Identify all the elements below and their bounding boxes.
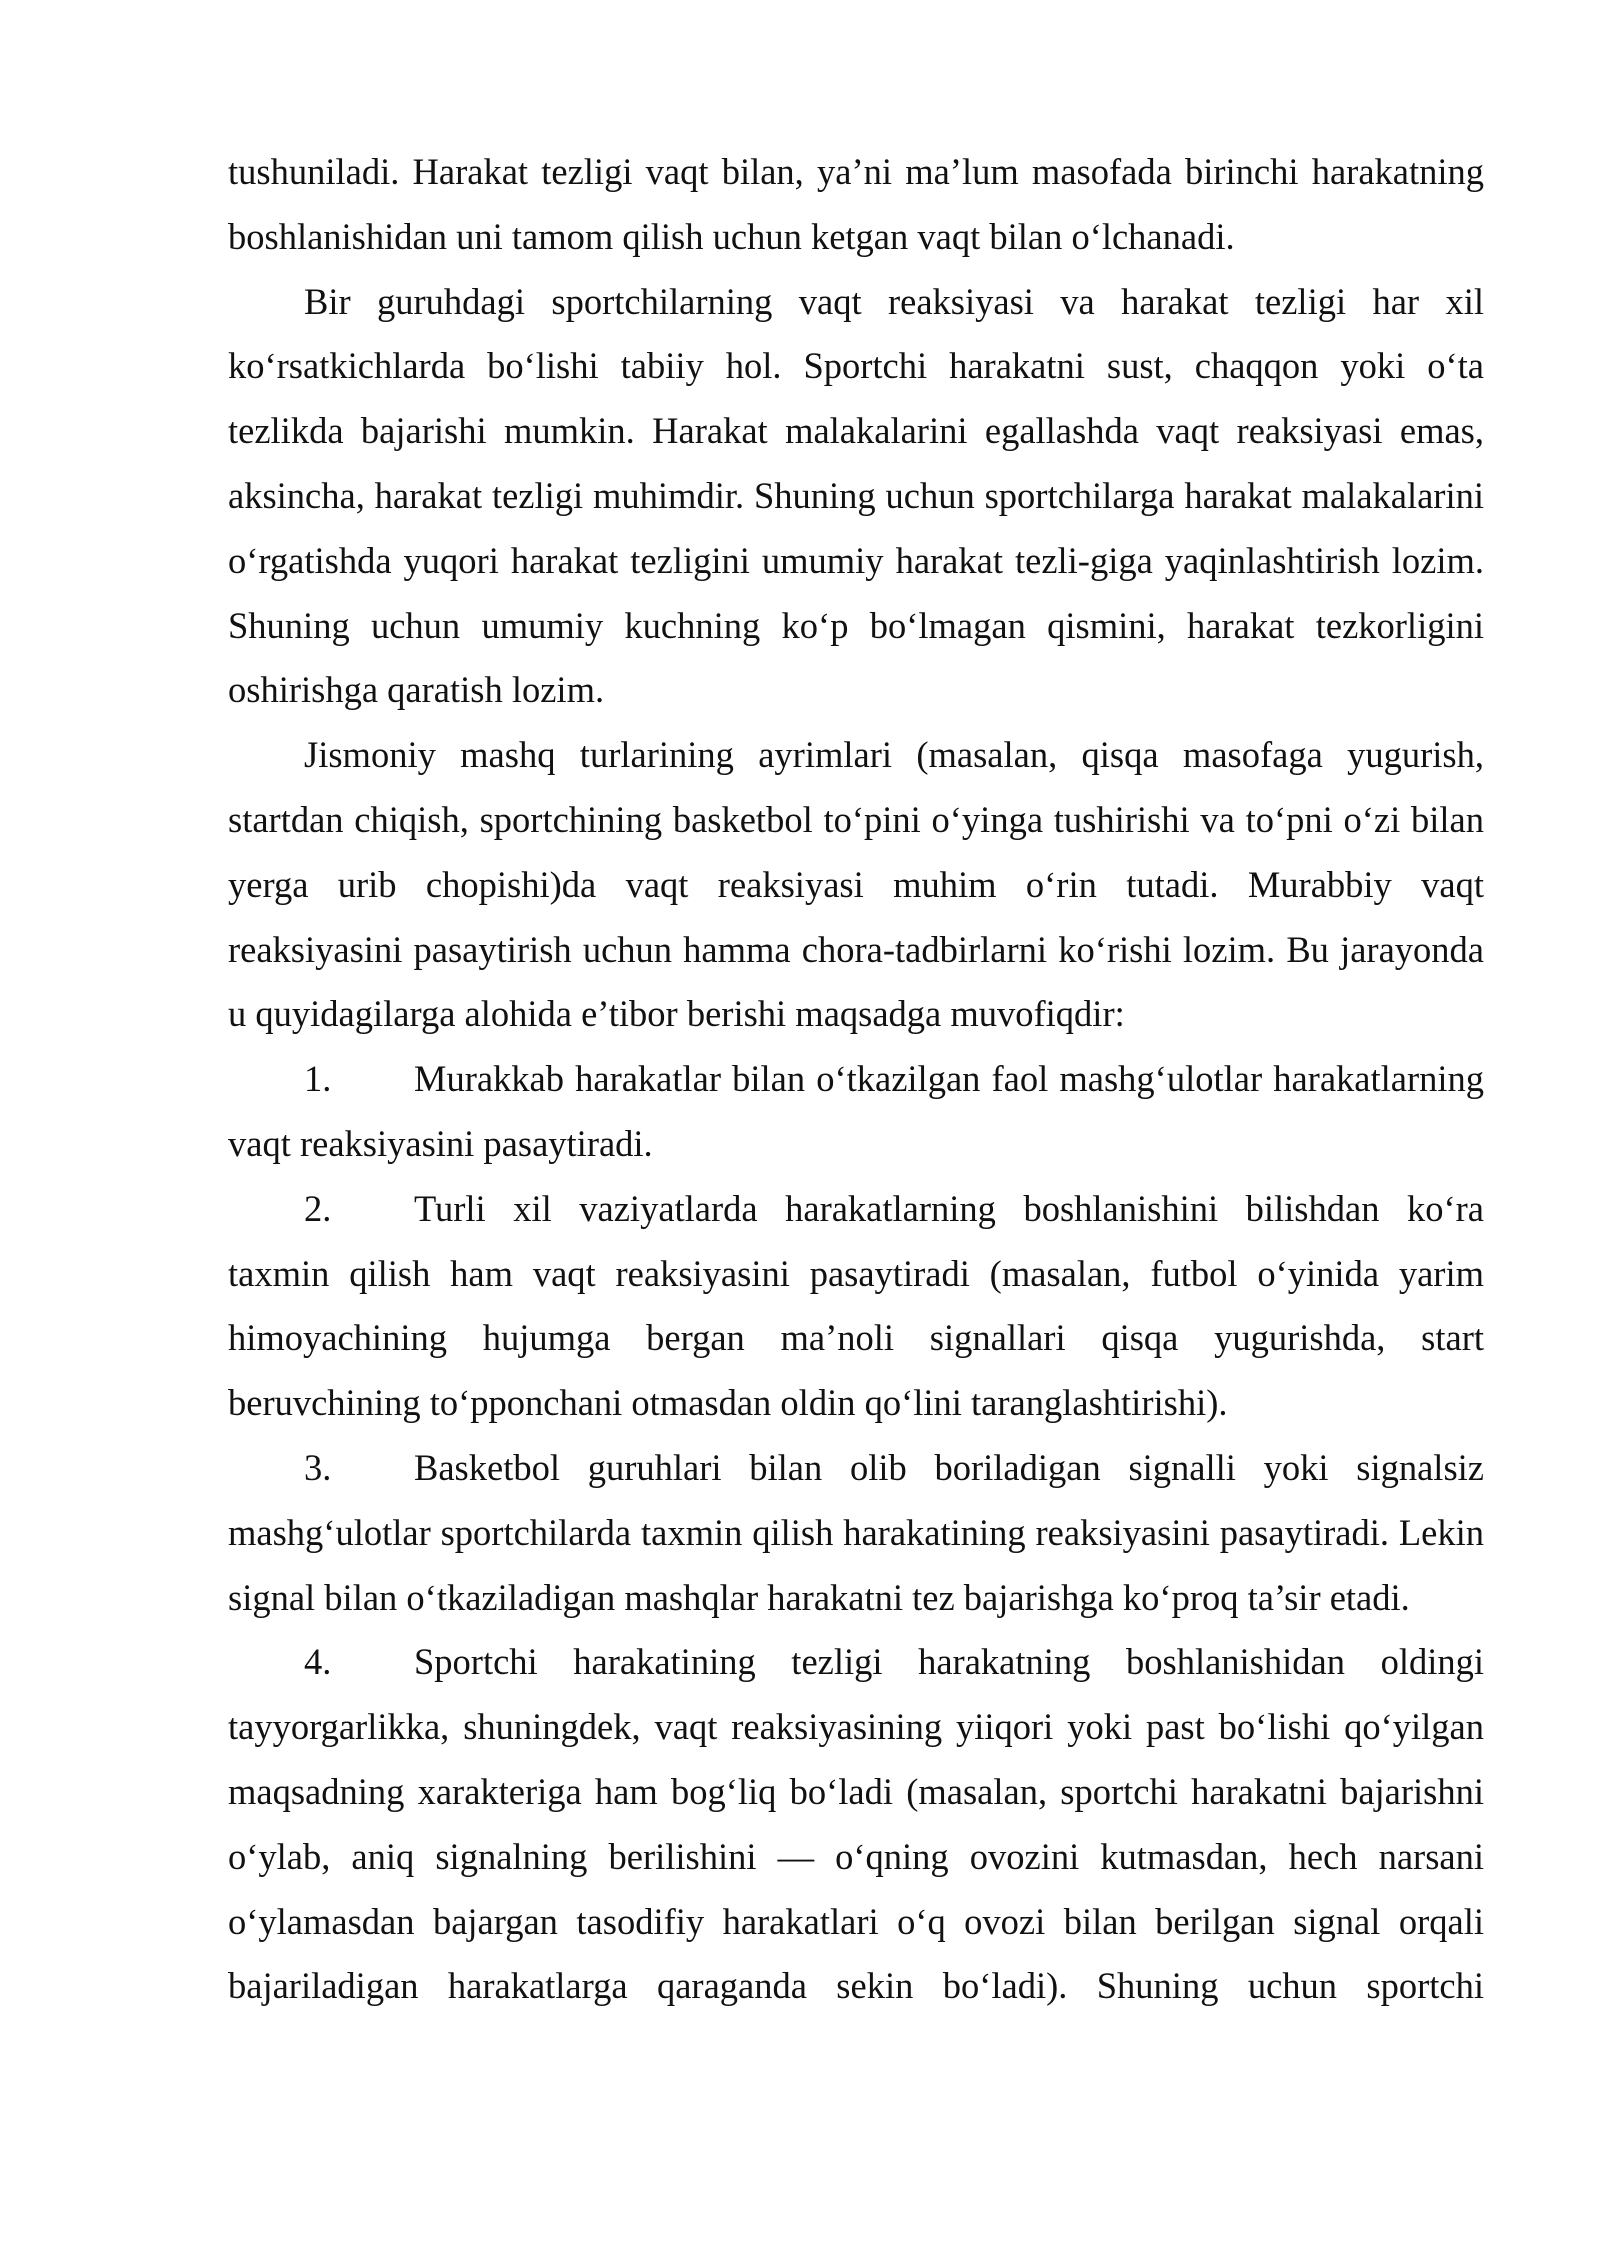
paragraph-continuation: tushuniladi. Harakat tezligi vaqt bilan, ya’ni ma’lum masofada birinchi harakatning boshlanishidan uni tamom qilish uchun ketgan vaqt bilan o‘lchanadi. <box>228 151 1484 257</box>
list-item-text: Murakkab harakatlar bilan o‘tkazilgan faol mashg‘ulotlar harakatlarning vaqt reaksiyasini pasaytiradi. <box>228 1058 1484 1164</box>
list-item-text: Turli xil vaziyatlarda harakatlarning boshlanishini bilishdan ko‘ra taxmin qilish ham vaqt reaksiyasini pasaytiradi (masalan, futbol o‘yinida yarim himoyachining hujumga bergan ma’noli signallari qisqa yugurishda, start beruvchining to‘pponchani otmasdan oldin qo‘lini taranglashtirishi). <box>228 1187 1484 1424</box>
document-page <box>228 140 1484 2019</box>
list-item-text: Sportchi harakatining tezligi harakatning boshlanishidan oldingi tayyorgarlikka, shuningdek, vaqt reaksiyasining yiiqori yoki past bo‘lishi qo‘yilgan maqsadning xarakteriga ham bog‘liq bo‘ladi (masalan, sportchi harakatni bajarishni o‘ylab, aniq signalning berilishini — o‘qning ovozini kutmasdan, hech narsani o‘ylamasdan bajargan tasodifiy harakatlari o‘q ovozi bilan berilgan signal orqali bajariladigan harakatlarga qaraganda sekin bo‘ladi). Shuning uchun sportchi <box>228 1641 1484 2007</box>
list-item-number: 2. <box>304 1187 332 1229</box>
list-item <box>228 1177 1484 1436</box>
list-item-number: 3. <box>304 1446 332 1488</box>
list-item-number: 1. <box>304 1058 332 1100</box>
list-item-number: 4. <box>304 1641 332 1683</box>
list-item <box>228 1047 1484 1177</box>
list-item-text: Basketbol guruhlari bilan olib boriladigan signalli yoki signalsiz mashg‘ulotlar sportchilarda taxmin qilish harakatining reaksiyasini pasaytiradi. Lekin signal bilan o‘tkaziladigan mashqlar harakatni tez bajarishga ko‘proq ta’sir etadi. <box>228 1446 1484 1618</box>
list-item <box>228 1436 1484 1630</box>
paragraph-exercise-types: Jismoniy mashq turlarining ayrimlari (masalan, qisqa masofaga yugurish, startdan chiqish, sportchining basketbol to‘pini o‘yinga tushirishi va to‘pni o‘zi bilan yerga urib chopishi)da vaqt reaksiyasi muhim o‘rin tutadi. Murabbiy vaqt reaksiyasini pasaytirish uchun hamma chora-tadbirlarni ko‘rishi lozim. Bu jarayonda u quyidagilarga alohida e’tibor berishi maqsadga muvofiqdir: <box>228 734 1484 1035</box>
paragraph-reaction-time-speed: Bir guruhdagi sportchilarning vaqt reaksiyasi va harakat tezligi har xil ko‘rsatkichlarda bo‘lishi tabiiy hol. Sportchi harakatni sust, chaqqon yoki o‘ta tezlikda bajarishi mumkin. Harakat malakalarini egallashda vaqt reaksiyasi emas, aksincha, harakat tezligi muhimdir. Shuning uchun sportchilarga harakat malakalarini o‘rgatishda yuqori harakat tezligini umumiy harakat tezli-giga yaqinlashtirish lozim. Shuning uchun umumiy kuchning ko‘p bo‘lmagan qismini, harakat tezkorligini oshirishga qaratish lozim. <box>228 280 1484 711</box>
list-item <box>228 1630 1484 2019</box>
